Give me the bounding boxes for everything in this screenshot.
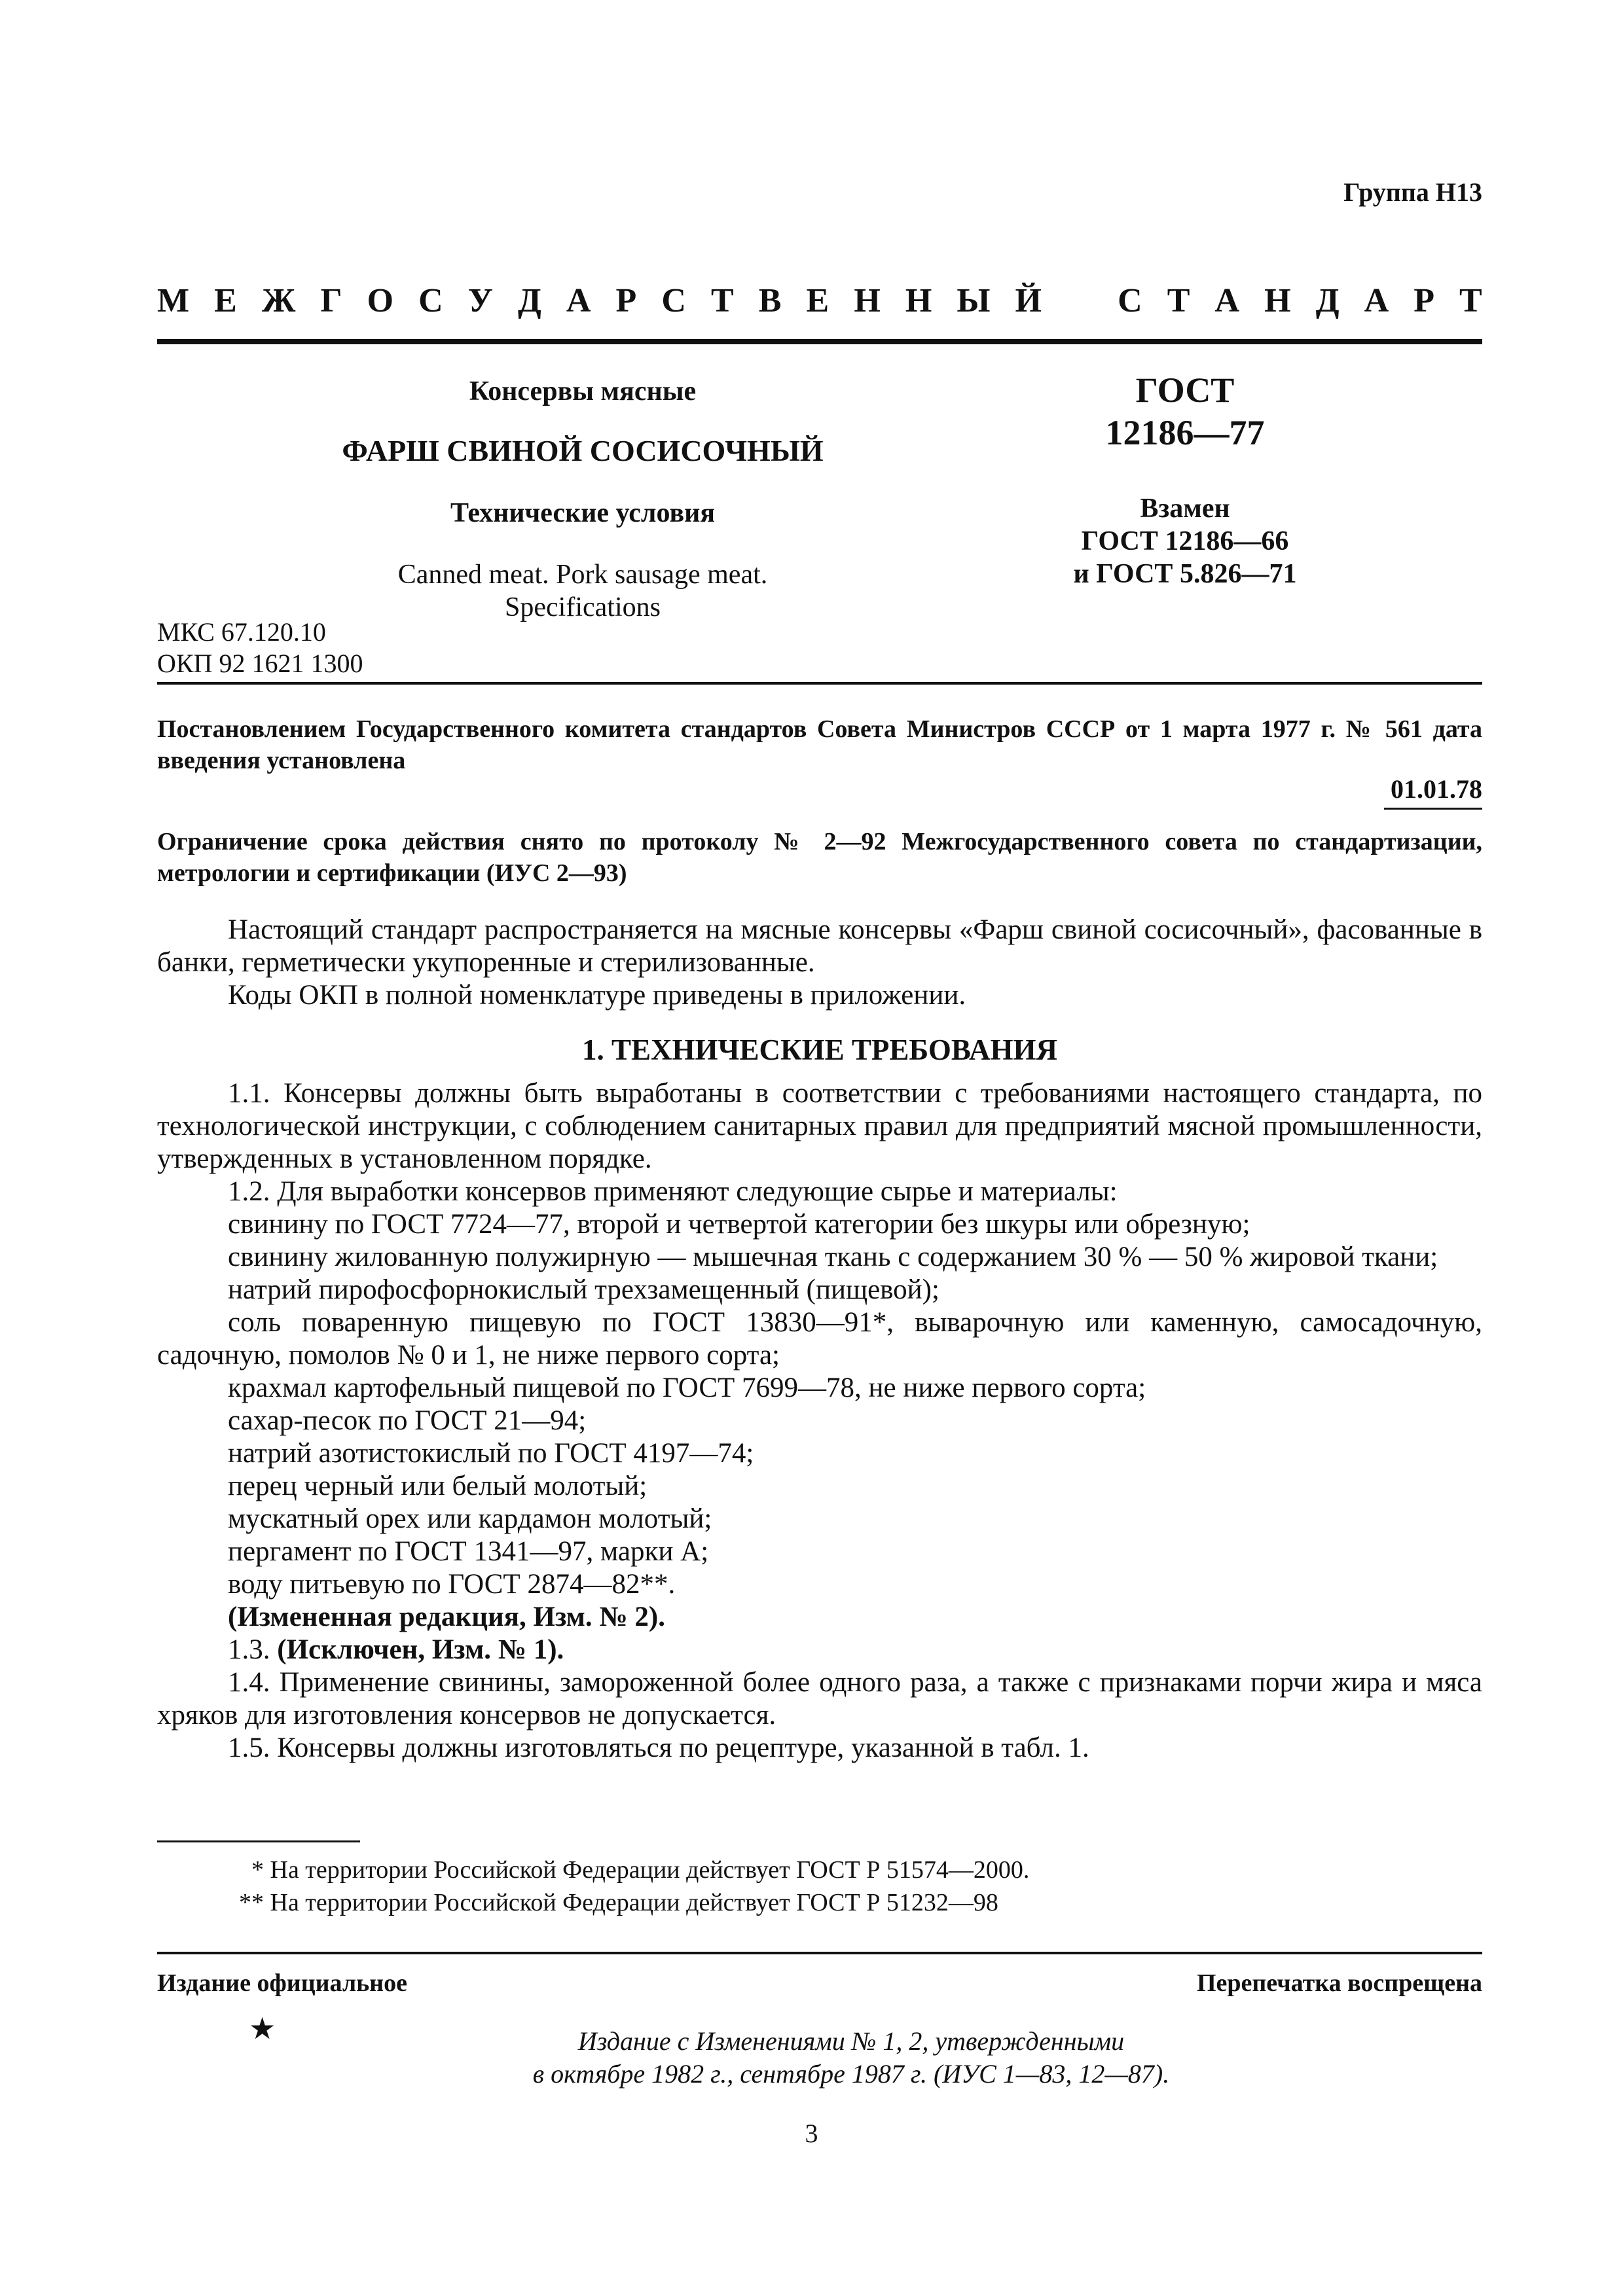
heading-letter: Й	[1015, 282, 1042, 319]
product-spec: Технические условия	[450, 498, 716, 528]
footnote: ** На территории Российской Федерации действует ГОСТ Р 51232—98	[239, 1889, 998, 1916]
introduction-date: 01.01.78	[1391, 774, 1482, 804]
edition-changes-line: Издание с Изменениями № 1, 2, утвержденными	[577, 2026, 1125, 2056]
heading-letter: С	[1118, 282, 1142, 319]
clause-1-4: 1.4. Применение свинины, замороженной более одного раза, а также с признаками порчи жира и мяса хряков для изготовления консервов не допускается.	[157, 1667, 1482, 1731]
clause-number: 1.3.	[228, 1634, 270, 1665]
material-item: крахмал картофельный пищевой по ГОСТ 7699—78, не ниже первого сорта;	[228, 1372, 1146, 1403]
heading-letter: О	[367, 282, 394, 319]
english-title-line: Specifications	[505, 592, 661, 622]
reprint-notice: Перепечатка воспрещена	[1196, 1969, 1482, 1997]
heading-letter: Е	[214, 282, 237, 319]
heading-letter: Т	[1459, 282, 1482, 319]
heading-letter: Н	[854, 282, 881, 319]
amendment-note: (Измененная редакция, Изм. № 2).	[228, 1602, 665, 1632]
clause-1-3	[157, 1634, 1482, 1666]
edition-changes-line: в октябре 1982 г., сентябре 1987 г. (ИУС 1—83, 12—87).	[532, 2059, 1170, 2089]
heading-letter: А	[566, 282, 591, 319]
footnote: * На территории Российской Федерации действует ГОСТ Р 51574—2000.	[239, 1856, 1030, 1884]
heading-letter: Е	[806, 282, 830, 319]
edition-changes	[393, 2025, 1309, 2090]
heading-letter: Д	[1315, 282, 1340, 319]
material-item: свинину по ГОСТ 7724—77, второй и четвертой категории без шкуры или обрезную;	[228, 1209, 1250, 1240]
heading-letter: Т	[1167, 282, 1190, 319]
material-item: натрий пирофосфорнокислый трехзамещенный (пищевой);	[228, 1274, 939, 1305]
intro-section	[157, 914, 1482, 1012]
material-item: мускатный орех или кардамон молотый;	[228, 1503, 712, 1534]
product-kind: Консервы мясные	[469, 376, 697, 406]
okp-code: ОКП 92 1621 1300	[157, 649, 363, 678]
mks-code: МКС 67.120.10	[157, 617, 326, 647]
section-body	[157, 1077, 1482, 1765]
heading-letter: В	[758, 282, 782, 319]
product-name: ФАРШ СВИНОЙ СОСИСОЧНЫЙ	[342, 434, 824, 467]
footnote-rule	[157, 1840, 360, 1842]
intro-paragraph: Настоящий стандарт распространяется на мясные консервы «Фарш свиной сосисочный», фасованные в банки, герметически укупоренные и стерилизованные.	[157, 914, 1482, 978]
english-title-line: Canned meat. Pork sausage meat.	[397, 560, 768, 590]
interstate-standard-heading	[157, 281, 1482, 320]
heading-letter: Д	[518, 282, 541, 319]
title-block-rule	[157, 682, 1482, 685]
heading-letter: Г	[320, 282, 342, 319]
clause-excluded-note: (Исключен, Изм. № 1).	[277, 1634, 564, 1665]
material-item: перец черный или белый молотый;	[228, 1471, 647, 1501]
clause-1-1: 1.1. Консервы должны быть выработаны в соответствии с требованиями настоящего стандарта, по технологической инструкции, с соблюдением санитарных правил для предприятий мясной промышленности, утвержденных в установленном порядке.	[157, 1078, 1482, 1174]
heading-letter: Ы	[957, 282, 991, 319]
heading-letter: М	[157, 282, 190, 319]
heading-letter: У	[467, 282, 493, 319]
heading-letter: А	[1364, 282, 1389, 319]
classification-codes	[157, 617, 363, 679]
gost-number: 12186—77	[1105, 413, 1265, 452]
english-title	[157, 558, 1008, 624]
heading-letter: Н	[1264, 282, 1291, 319]
limit-text: Ограничение срока действия снято по протоколу № 2—92 Межгосударственного совета по стандартизации, метрологии и сертификации (ИУС 2—93)	[157, 828, 1482, 887]
date-underline	[1384, 808, 1482, 810]
star-icon: ★	[249, 2012, 276, 2045]
resolution-text: Постановлением Государственного комитета стандартов Совета Министров СССР от 1 марта 1977 г. № 561 дата введения установлена	[157, 715, 1482, 774]
intro-paragraph: Коды ОКП в полной номенклатуре приведены в приложении.	[228, 980, 966, 1011]
replaces-label: Взамен	[1140, 493, 1230, 524]
section-title: 1. ТЕХНИЧЕСКИЕ ТРЕБОВАНИЯ	[581, 1033, 1058, 1066]
heading-letter: Р	[1413, 282, 1434, 319]
heading-letter: Н	[905, 282, 932, 319]
header-rule	[157, 339, 1482, 344]
replaces-standard: и ГОСТ 5.826—71	[1073, 559, 1297, 589]
gost-title: ГОСТ	[1135, 370, 1235, 410]
footer-rule	[157, 1952, 1482, 1954]
footnotes	[157, 1854, 1029, 1919]
heading-letter: Ж	[261, 282, 296, 319]
replaces-standard: ГОСТ 12186—66	[1081, 526, 1289, 556]
heading-letter: С	[418, 282, 443, 319]
material-item: натрий азотистокислый по ГОСТ 4197—74;	[228, 1438, 754, 1469]
material-item: свинину жилованную полужирную — мышечная ткань с содержанием 30 % — 50 % жировой ткани;	[228, 1242, 1438, 1272]
heading-letter: А	[1214, 282, 1240, 319]
edition-official: Издание официальное	[157, 1969, 408, 1997]
heading-letter: Т	[711, 282, 734, 319]
replaces-block	[1021, 492, 1349, 590]
group-label: Группа Н13	[1343, 177, 1482, 207]
material-item: соль поваренную пищевую по ГОСТ 13830—91*, выварочную или каменную, самосадочную, садочную, помолов № 0 и 1, не ниже первого сорта;	[157, 1307, 1482, 1371]
heading-letter: Р	[615, 282, 637, 319]
heading-letter: С	[661, 282, 686, 319]
clause-1-2: 1.2. Для выработки консервов применяют следующие сырье и материалы:	[228, 1176, 1118, 1207]
page-number: 3	[805, 2119, 818, 2148]
heading-word-gap	[1067, 281, 1093, 320]
material-item: пергамент по ГОСТ 1341—97, марки А;	[228, 1536, 709, 1567]
material-item: сахар-песок по ГОСТ 21—94;	[228, 1405, 587, 1436]
material-item: воду питьевую по ГОСТ 2874—82**.	[228, 1569, 676, 1600]
clause-1-5: 1.5. Консервы должны изготовляться по рецептуре, указанной в табл. 1.	[228, 1732, 1089, 1763]
